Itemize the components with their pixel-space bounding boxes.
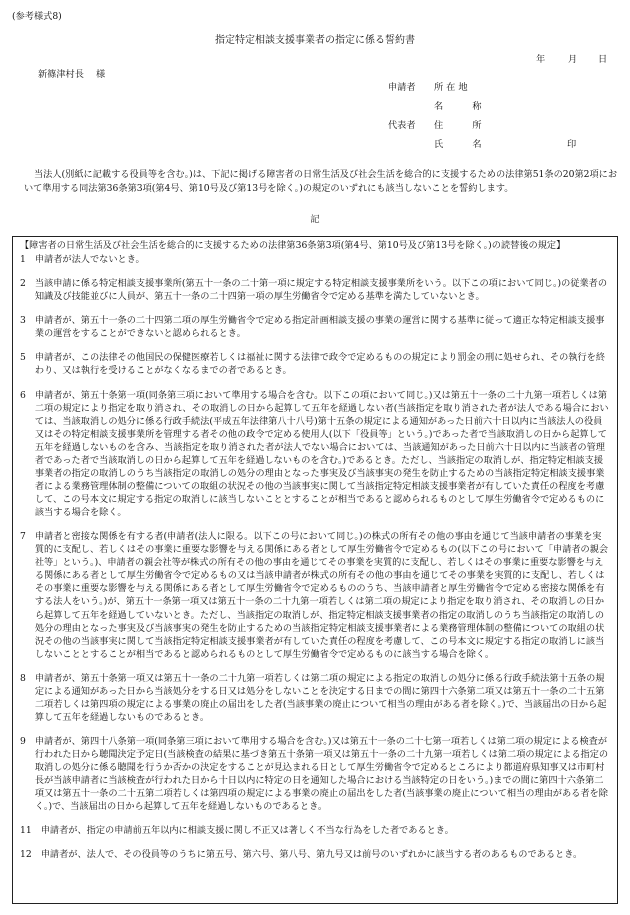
provision-number: 1 — [20, 254, 26, 266]
date-day: 日 — [598, 54, 608, 65]
provision-text: 申請者が、第五十一条の二十四第二項の厚生労働省令で定める指定計画相談支援の事業の運営に関する基準に従って適正な特定相談支援事業の運営をすることができないと認められるとき。 — [34, 315, 605, 340]
provision-number: 5 — [20, 352, 26, 364]
provision-item — [20, 314, 610, 340]
provision-item — [20, 735, 610, 813]
provisions-heading: 【障害者の日常生活及び社会生活を総合的に支援するための法律第36条第3項(第4号、第10号及び第13号を除く。)の読替後の規定】 — [20, 240, 566, 251]
provision-number: 7 — [20, 531, 26, 543]
provision-text: 申請者が、法人で、その役員等のうちに第五号、第六号、第八号、第九号又は前号のいずれかに該当する者のあるものであるとき。 — [40, 849, 583, 861]
provision-text: 申請者が法人でないとき。 — [34, 254, 145, 266]
provision-item — [20, 672, 610, 724]
rep-address-label: 住 所 — [434, 120, 492, 131]
provision-item — [20, 530, 610, 661]
representative-role: 代表者 — [388, 120, 416, 131]
name-label: 名 称 — [434, 101, 492, 112]
provision-item — [20, 253, 610, 266]
document-title: 指定特定相談支援事業者の指定に係る誓約書 — [215, 35, 415, 46]
provision-number: 11 — [20, 825, 32, 837]
provision-text: 申請者が、指定の申請前五年以内に相談支援に関し不正又は著しく不当な行為をした者であるとき。 — [40, 825, 454, 837]
provision-text: 申請者と密接な関係を有する者(申請者(法人に限る。以下この号において同じ。)の株式の所有その他の事由を通じて当該申請者の事業を実質的に支配し、若しくはその事業に重要な影響を与える関係にある者として厚生労働省令で定めるもの(以下この号において「申請者の親会社等」という。)、申請者の親会社等が株式の所有その他の事由を通じてその事業を実質的に支配し、若しくはその事業に重要な影響を与える関係にある者として厚生労働省令で定めるもの又は当該申請者が株式の所有その他の事由を通じてその事業を実質的に支配し、若しくはその事業に重要な影響を与える関係にある者として厚生労働省令で定めるもののうち、当該申請者と厚生労働省令で定める密接な関係を有する法人をいう。)が、第五十一条第一項又は第五十一条の二十九第一項若しくは第二項の規定により指定を取り消され、その取消しの日から起算して五年を経過していないとき。ただし、当該指定の取消しが、指定特定相談支援事業者の指定の取消しのうち当該指定の取消しの処分の理由となった事実及び当該事実の発生を防止するための当該指定特定相談支援事業者による業務管理体制の整備についての取組の状況その他の当該事実に関して当該指定特定相談支援事業者が有していた責任の程度を考慮して、この号本文に規定する指定の取消しに該当しないこととすることが相当であると認められるものとして厚生労働省令で定めるものに該当する場合を除く。 — [34, 531, 609, 660]
addressee-honorific: 様 — [95, 69, 106, 80]
address-label: 所在地 — [434, 82, 471, 93]
reference-label: (参考様式8) — [12, 11, 62, 22]
addressee — [38, 68, 105, 81]
provision-number: 3 — [20, 315, 26, 327]
provision-item — [20, 351, 610, 377]
addressee-name: 新篠津村長 — [38, 69, 84, 80]
provision-number: 2 — [20, 278, 26, 290]
date-year: 年 — [536, 54, 546, 65]
applicant-role: 申請者 — [388, 82, 416, 93]
provision-text: 申請者が、第五十条第一項又は第五十一条の二十九第一項若しくは第二項の規定による指定の取消しの処分に係る行政手続法第十五条の規定による通知があった日から当該処分をする日又は処分をしないことを決定する日までの間に第四十六条第二項又は第五十一条の二十五第二項若しくは第四項の規定による事業の廃止の届出をした者(当該事業の廃止について相当の理由がある者を除く。)で、当該届出の日から起算して五年を経過しないものであるとき。 — [34, 672, 607, 723]
provision-item — [20, 277, 610, 303]
provision-text: 申請者が、第四十八条第一項(同条第三項において準用する場合を含む。)又は第五十一条の二十七第一項若しくは第二項の規定による検査が行われた日から聴聞決定予定日(当該検査の結果に基づき第五十条第一項又は第五十一条の二十九第一項若しくは第二項の規定による指定の取消しの処分に係る聴聞を行うか否かの決定をすることが見込まれる日として厚生労働省令で定めるところにより都道府県知事又は市町村長が当該申請者に当該検査が行われた日から十日以内に特定の日を通知した場合における当該特定の日をいう。)までの間に第四十六条第二項又は第五十一条の二十五第二項若しくは第四項の規定による事業の廃止の届出をした者(当該事業の廃止について相当の理由がある者を除く。)で、当該届出の日から起算して五年を経過しないものであるとき。 — [34, 736, 609, 813]
provision-item — [20, 389, 610, 520]
provision-text: 申請者が、この法律その他国民の保健医療若しくは福祉に関する法律で政令で定めるものの規定により罰金の刑に処せられ、その執行を終わり、又は執行を受けることがなくなるまでの者であるとき。 — [34, 352, 606, 377]
ki-heading: 記 — [310, 214, 320, 225]
provision-number: 6 — [20, 389, 26, 401]
provision-number: 9 — [20, 736, 26, 747]
provision-text: 申請者が、第五十条第一項(同条第三項において準用する場合を含む。以下この項において同じ。)又は第五十一条の二十九第一項若しくは第二項の規定により指定を取り消され、その取消しの日から起算して五年を経過しない者(当該指定を取り消された者が法人である場合においては、当該取消しの処分に係る行政手続法(平成五年法律第八十八号)第十五条の規定による通知があった日前六十日以内に当該法人の役員又はその特定相談支援事業所を管理する者その他の政令で定める使用人(以下「役員等」という。)であった者で当該取消しの日から起算して五年を経過しないものを含み、当該指定を取り消された者が法人でない場合においては、当該通知があった日前六十日以内に当該者の管理者であった者で当該取消しの日から起算して五年を経過しないものを含む。)であるとき。ただし、当該指定の取消しが、指定特定相談支援事業者の指定の取消しのうち当該指定の取消しの処分の理由となった事実及び当該事実の発生を防止するための当該指定特定相談支援事業者による業務管理体制の整備についての取組の状況その他の当該事実に関して当該指定特定相談支援事業者が有していた責任の程度を考慮して、この号本文に規定する指定の取消しに該当しないこととすることが相当であると認められるものとして厚生労働省令で定めるものに該当する場合を除く。 — [34, 389, 609, 519]
provision-item — [20, 848, 610, 861]
provisions-box — [12, 236, 618, 904]
date-month: 月 — [568, 54, 578, 65]
oath-paragraph: 当法人(別紙に記載する役員等を含む。)は、下記に掲げる障害者の日常生活及び社会生活を総合的に支援するための法律第51条の20第2項において準用する同法第36条第3項(第4号、第10号及び第13号を除く。)の規定のいずれにも該当しないことを誓約します。 — [24, 169, 618, 194]
provision-number: 8 — [20, 672, 26, 684]
provision-item — [20, 824, 610, 837]
rep-name-label: 氏 名 — [434, 139, 492, 150]
provision-text: 当該申請に係る特定相談支援事業所(第五十一条の二十第一項に規定する特定相談支援事業所をいう。以下この項において同じ。)の従業者の知識及び技能並びに人員が、第五十一条の二十四第一項の厚生労働省令で定める基準を満たしていないとき。 — [34, 278, 608, 303]
provision-number: 12 — [20, 849, 32, 861]
seal-mark: 印 — [567, 139, 577, 150]
